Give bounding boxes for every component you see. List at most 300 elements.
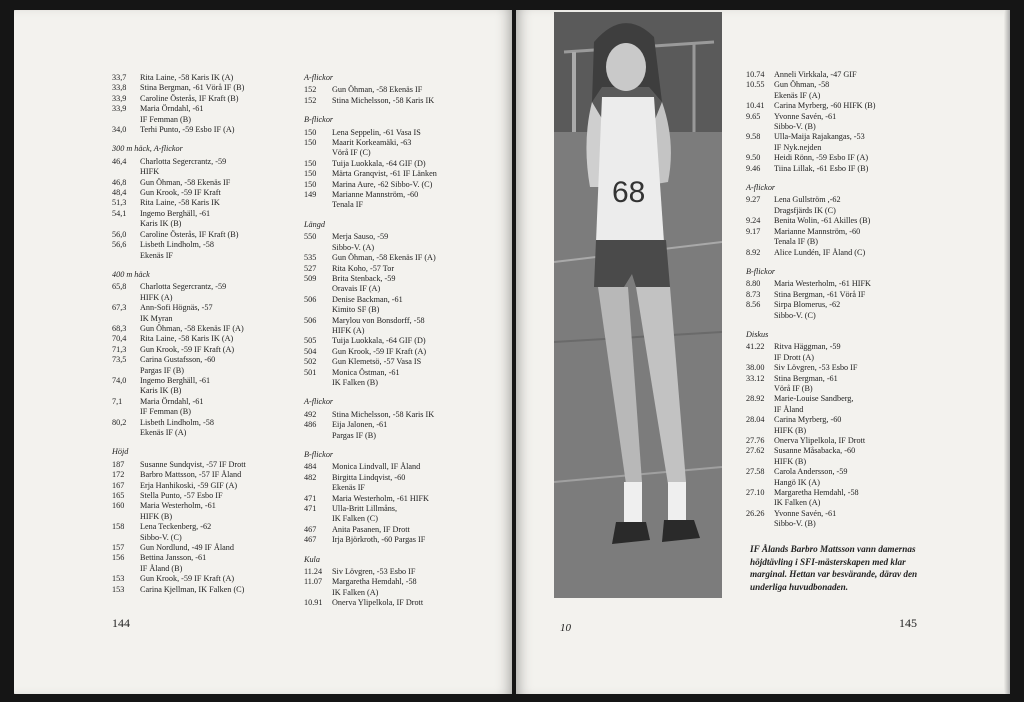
result-value: 9.50 (746, 153, 761, 163)
athlete-name-club: HIFK (B) (774, 425, 807, 435)
athlete-name-club: Charlotta Segercrantz, -59 (140, 282, 227, 292)
result-value: 80,2 (112, 417, 127, 427)
athlete-name-club: Maarit Korkeamäki, -63 (332, 138, 412, 148)
result-value: 11.24 (304, 567, 323, 577)
athlete-name-club: Ekenäs IF (A) (140, 428, 187, 437)
result-value (112, 533, 140, 543)
result-row (112, 553, 302, 563)
result-value (746, 143, 774, 153)
result-row (746, 446, 946, 456)
result-row (746, 467, 946, 477)
result-value (304, 148, 332, 158)
athlete-name-club: Maria Westerholm, -61 (140, 501, 216, 511)
result-value: 10.41 (746, 101, 765, 111)
result-row (112, 188, 302, 198)
result-row (746, 216, 946, 226)
athlete-name-club: Ekenäs IF (332, 483, 365, 493)
athlete-name-club: Sibbo-V. (C) (140, 532, 182, 542)
result-row (112, 460, 302, 470)
photo-page-number: 10 (560, 622, 571, 634)
athlete-name-club: Brita Stenback, -59 (332, 273, 396, 283)
result-value: 492 (304, 409, 317, 419)
result-row (304, 138, 504, 148)
result-row (112, 314, 302, 324)
result-row (112, 167, 302, 177)
result-row (304, 305, 504, 315)
result-row (746, 80, 946, 90)
result-row (112, 282, 302, 292)
athlete-name-club: IK Falken (A) (774, 498, 821, 508)
result-row (112, 501, 302, 511)
result-row (746, 300, 946, 310)
result-value: 33,8 (112, 83, 127, 93)
result-row (304, 514, 504, 524)
section-heading: B-flickor (304, 115, 334, 125)
athlete-name-club: Eija Jalonen, -61 (332, 420, 388, 430)
athlete-name-club: Monica Lindvall, IF Åland (332, 462, 421, 472)
result-row (304, 431, 504, 441)
athlete-name-club: Rita Laine, -58 Karis IK (A) (140, 334, 234, 344)
athlete-name-club: Bettina Jansson, -61 (140, 553, 207, 563)
result-value (112, 314, 140, 324)
result-value: 153 (112, 574, 125, 584)
result-value (112, 219, 140, 229)
result-row (746, 227, 946, 237)
result-row (304, 462, 504, 472)
result-value (304, 284, 332, 294)
result-value: 28.04 (746, 415, 765, 425)
athlete-name-club: Maria Westerholm, -61 HIFK (774, 279, 871, 289)
athlete-name-club: Ulla-Maija Rajakangas, -53 (774, 132, 865, 142)
result-value (746, 519, 774, 529)
result-row (304, 190, 504, 200)
result-row (304, 378, 504, 388)
result-value: 153 (112, 584, 125, 594)
athlete-name-club: Sirpa Blomerus, -62 (774, 300, 841, 310)
right-page (516, 10, 1010, 694)
result-row (746, 101, 946, 111)
result-value: 152 (304, 85, 317, 95)
athlete-name-club: Susanne Måsabacka, -60 (774, 446, 856, 456)
result-row (112, 73, 302, 83)
result-row (746, 394, 946, 404)
result-value: 527 (304, 263, 317, 273)
result-row (112, 397, 302, 407)
result-value: 150 (304, 127, 317, 137)
athlete-name-club: Margaretha Hemdahl, -58 (332, 577, 417, 587)
result-value: 67,3 (112, 303, 127, 313)
athlete-name-club: Merja Sauso, -59 (332, 232, 389, 242)
athlete-name-club: Maria Örndahl, -61 (140, 396, 204, 406)
result-row (112, 334, 302, 344)
result-row (746, 206, 946, 216)
result-row (112, 293, 302, 303)
result-row (304, 347, 504, 357)
result-row (304, 567, 504, 577)
result-row (746, 519, 946, 529)
result-value: 9.65 (746, 111, 761, 121)
result-row (112, 585, 302, 595)
result-row (112, 178, 302, 188)
result-row (746, 153, 946, 163)
result-value: 150 (304, 169, 317, 179)
result-value (746, 457, 774, 467)
athlete-name-club: Anneli Virkkala, -47 GIF (774, 70, 857, 79)
athlete-name-club: Margaretha Hemdahl, -58 (774, 488, 859, 498)
athlete-name-club: Ulla-Britt Lillmåns, (332, 504, 398, 514)
result-value: 467 (304, 535, 317, 545)
athlete-name-club: Caroline Österås, IF Kraft (B) (140, 229, 239, 239)
athlete-name-club: IK Falken (B) (332, 377, 378, 387)
result-row (112, 376, 302, 386)
result-row (304, 96, 504, 106)
result-value: 471 (304, 493, 317, 503)
athlete-name-club: HIFK (B) (140, 511, 173, 521)
result-row (304, 525, 504, 535)
result-value: 9.58 (746, 132, 761, 142)
result-row (304, 253, 504, 263)
result-row (112, 115, 302, 125)
result-row (746, 279, 946, 289)
result-row (746, 426, 946, 436)
result-value: 165 (112, 491, 125, 501)
result-value: 34,0 (112, 125, 127, 135)
result-row (112, 512, 302, 522)
result-value: 70,4 (112, 334, 127, 344)
result-value (112, 251, 140, 261)
athlete-name-club: IK Falken (C) (332, 514, 378, 524)
athlete-name-club: Monica Östman, -61 (332, 367, 400, 377)
athlete-name-club: HIFK (B) (774, 456, 807, 466)
result-row (112, 125, 302, 135)
athlete-name-club: Lisbeth Lindholm, -58 (140, 417, 214, 427)
result-value: 167 (112, 480, 125, 490)
athlete-name-club: IF Femman (B) (140, 114, 191, 124)
result-value: 46,8 (112, 177, 127, 187)
athlete-name-club: IF Drott (A) (774, 352, 815, 362)
results-column-2 (304, 73, 504, 609)
result-row (304, 243, 504, 253)
result-value (304, 305, 332, 315)
result-value: 501 (304, 367, 317, 377)
result-row (112, 418, 302, 428)
result-row (746, 143, 946, 153)
athlete-name-club: Gun Öhman, -58 Ekenäs IF (140, 177, 231, 187)
athlete-name-club: Terhi Punto, -59 Esbo IF (A) (140, 125, 235, 135)
result-value: 56,0 (112, 229, 127, 239)
athlete-name-club: IF Femman (B) (140, 407, 191, 417)
athlete-name-club: Ann-Sofi Högnäs, -57 (140, 303, 213, 313)
result-value: 56,6 (112, 240, 127, 250)
athlete-name-club: Gun Krook, -59 IF Kraft (A) (140, 574, 235, 584)
result-value: 73,5 (112, 355, 127, 365)
result-row (112, 209, 302, 219)
result-value: 157 (112, 543, 125, 553)
result-value (304, 200, 332, 210)
result-row (112, 345, 302, 355)
athlete-name-club: Siv Lövgren, -53 Esbo IF (774, 363, 858, 373)
athlete-name-club: Irja Björkroth, -60 Pargas IF (332, 535, 426, 545)
result-value (112, 366, 140, 376)
athlete-name-club: Pargas IF (B) (140, 365, 184, 375)
section-heading: 400 m häck (112, 269, 150, 279)
result-value: 48,4 (112, 188, 127, 198)
section-heading: B-flickor (746, 266, 776, 276)
result-value: 33,9 (112, 93, 127, 103)
result-row (746, 415, 946, 425)
section-heading: Höjd (112, 447, 129, 457)
result-row (304, 169, 504, 179)
result-value: 504 (304, 346, 317, 356)
result-value (746, 237, 774, 247)
athlete-name-club: Lena Seppelin, -61 Vasa IS (332, 127, 421, 137)
result-value: 502 (304, 357, 317, 367)
athlete-name-club: Carina Myrberg, -60 (774, 415, 842, 425)
athlete-name-club: Erja Hanhikoski, -59 GIF (A) (140, 480, 238, 490)
page-number-left: 144 (112, 616, 130, 630)
result-value: 33,9 (112, 104, 127, 114)
result-row (112, 230, 302, 240)
result-value (112, 564, 140, 574)
result-value: 27.76 (746, 436, 765, 445)
athlete-name-club: Pargas IF (B) (332, 430, 376, 440)
result-value: 152 (304, 95, 317, 105)
athlete-name-club: Gun Krook, -59 IF Kraft (A) (332, 346, 427, 356)
photo-caption: IF Ålands Barbro Mattsson vann damernas höjdtävling i SFI-mästerskapen med klar marginal. Hettan var besvärande, därav den underliga huvudbonaden. (750, 544, 918, 592)
athlete-name-club: Carola Andersson, -59 (774, 467, 848, 477)
result-row (746, 436, 946, 446)
result-value (746, 426, 774, 436)
result-value: 33,7 (112, 73, 127, 82)
bib-number-text: 68 (612, 176, 646, 209)
athlete-name-club: Gun Krook, -59 IF Kraft (A) (140, 344, 235, 354)
result-value: 28.92 (746, 394, 765, 404)
result-row (304, 316, 504, 326)
athlete-name-club: Karis IK (B) (140, 219, 182, 229)
result-value: 150 (304, 138, 317, 148)
athlete-name-club: Tuija Luokkala, -64 GIF (D) (332, 158, 426, 168)
left-page (14, 10, 512, 694)
result-row (746, 248, 946, 258)
athlete-name-club: Tiina Lillak, -61 Esbo IF (B) (774, 163, 869, 173)
results-column-3 (746, 70, 946, 530)
result-value: 74,0 (112, 375, 127, 385)
section-heading: Längd (304, 219, 325, 229)
athlete-name-club: Gun Öhman, -58 (774, 80, 830, 90)
athlete-name-club: Vörå IF (C) (332, 148, 371, 158)
result-row (304, 410, 504, 420)
result-row (304, 588, 504, 598)
result-value (304, 326, 332, 336)
result-value: 68,3 (112, 323, 127, 333)
athlete-name-club: Yvonne Savén, -61 (774, 111, 837, 121)
result-row (304, 264, 504, 274)
athlete-name-club: Heidi Rönn, -59 Esbo IF (A) (774, 153, 869, 163)
result-row (304, 85, 504, 95)
result-row (304, 232, 504, 242)
result-row (112, 481, 302, 491)
athlete-name-club: Tenala IF (332, 200, 364, 210)
result-row (746, 498, 946, 508)
result-row (746, 195, 946, 205)
result-row (746, 70, 946, 80)
athlete-name-club: HIFK (A) (332, 325, 365, 335)
result-row (304, 483, 504, 493)
result-value: 51,3 (112, 198, 127, 208)
result-row (112, 198, 302, 208)
athlete-name-club: Ritva Häggman, -59 (774, 342, 841, 352)
result-row (746, 164, 946, 174)
result-value (746, 206, 774, 216)
athlete-name-club: Stina Bergman, -61 (774, 373, 838, 383)
athlete-name-club: Gun Öhman, -58 Ekenäs IF (332, 85, 423, 95)
athlete-name-club: Kimito SF (B) (332, 305, 380, 315)
athlete-name-club: Barbro Mattsson, -57 IF Åland (140, 470, 242, 480)
section-heading: Kula (304, 554, 320, 564)
athlete-illustration (554, 12, 722, 598)
athlete-name-club: Siv Lövgren, -53 Esbo IF (332, 567, 416, 577)
athlete-name-club: Dragsfjärds IK (C) (774, 205, 836, 215)
athlete-name-club: Yvonne Savén, -61 (774, 508, 837, 518)
result-value: 38.00 (746, 363, 765, 373)
result-row (746, 112, 946, 122)
athlete-name-club: Marianne Mannström, -60 (332, 190, 419, 200)
athlete-name-club: Sibbo-V. (B) (774, 519, 816, 529)
athlete-name-club: Marina Aure, -62 Sibbo-V. (C) (332, 179, 433, 189)
result-row (112, 104, 302, 114)
athlete-name-club: Marianne Mannström, -60 (774, 226, 861, 236)
athlete-name-club: HIFK (A) (140, 292, 173, 302)
result-value: 484 (304, 462, 317, 472)
result-row (304, 494, 504, 504)
result-value: 482 (304, 472, 317, 482)
athlete-name-club: Karis IK (B) (140, 386, 182, 396)
athlete-name-club: Tenala IF (B) (774, 237, 818, 247)
result-row (304, 295, 504, 305)
result-row (746, 91, 946, 101)
result-row (304, 180, 504, 190)
athlete-name-club: Carina Gustafsson, -60 (140, 355, 216, 365)
athlete-name-club: Caroline Österås, IF Kraft (B) (140, 93, 239, 103)
athlete-name-club: Carina Kjellman, IK Falken (C) (140, 584, 245, 594)
result-value: 10.74 (746, 70, 765, 79)
result-row (304, 598, 504, 608)
athlete-name-club: Marie-Louise Sandberg, (774, 394, 854, 404)
result-row (746, 384, 946, 394)
athlete-name-club: Rita Koho, -57 Tor (332, 263, 395, 273)
result-value: 65,8 (112, 282, 127, 292)
result-value: 9.24 (746, 216, 761, 226)
result-value (112, 428, 140, 438)
result-value: 8.92 (746, 247, 761, 257)
result-value: 486 (304, 420, 317, 430)
result-value: 27.10 (746, 488, 765, 498)
result-value (112, 167, 140, 177)
result-value: 26.26 (746, 508, 765, 518)
result-value: 160 (112, 501, 125, 511)
athlete-name-club: Stina Bergman, -61 Vörå IF (774, 289, 866, 299)
result-value (746, 478, 774, 488)
result-row (112, 324, 302, 334)
page-number-right: 145 (899, 616, 917, 630)
result-row (304, 368, 504, 378)
athlete-name-club: Anita Pasanen, IF Drott (332, 524, 410, 534)
athlete-name-club: Sibbo-V. (A) (332, 242, 375, 252)
athlete-photo (554, 12, 722, 598)
result-value: 156 (112, 553, 125, 563)
result-row (746, 374, 946, 384)
athlete-name-club: Charlotta Segercrantz, -59 (140, 156, 227, 166)
result-row (746, 405, 946, 415)
result-value: 8.56 (746, 300, 761, 310)
athlete-name-club: Maria Örndahl, -61 (140, 104, 204, 114)
section-heading: 300 m häck, A-flickor (112, 144, 183, 154)
result-value (746, 122, 774, 132)
result-row (304, 274, 504, 284)
athlete-name-club: Stella Punto, -57 Esbo IF (140, 491, 223, 501)
result-value (304, 514, 332, 524)
result-row (112, 94, 302, 104)
athlete-name-club: Rita Laine, -58 Karis IK (A) (140, 73, 234, 82)
result-row (112, 355, 302, 365)
result-row (746, 509, 946, 519)
result-value (112, 407, 140, 417)
result-row (746, 478, 946, 488)
athlete-name-club: Lena Gullström ,-62 (774, 195, 841, 205)
result-value (746, 384, 774, 394)
result-value (304, 378, 332, 388)
result-value: 8.73 (746, 289, 761, 299)
result-value (746, 498, 774, 508)
athlete-name-club: Tuija Luokkala, -64 GIF (D) (332, 336, 426, 346)
result-row (746, 488, 946, 498)
section-heading: A-flickor (304, 73, 334, 82)
athlete-name-club: Märta Granqvist, -61 IF Länken (332, 169, 437, 179)
result-row (112, 543, 302, 553)
athlete-name-club: Carina Myrberg, -60 HIFK (B) (774, 101, 876, 111)
result-row (304, 159, 504, 169)
results-column-1 (112, 73, 302, 595)
athlete-name-club: Vörå IF (B) (774, 383, 813, 393)
result-value (304, 243, 332, 253)
result-value: 550 (304, 232, 317, 242)
result-row (304, 128, 504, 138)
result-row (746, 363, 946, 373)
athlete-name-club: Ingemo Berghäll, -61 (140, 208, 211, 218)
result-row (746, 311, 946, 321)
result-value: 54,1 (112, 208, 127, 218)
result-row (304, 284, 504, 294)
result-row (746, 237, 946, 247)
result-value (746, 353, 774, 363)
result-row (304, 504, 504, 514)
result-row (112, 240, 302, 250)
athlete-name-club: IF Åland (774, 404, 804, 414)
athlete-name-club: HIFK (140, 167, 160, 177)
result-row (112, 533, 302, 543)
result-value: 149 (304, 190, 317, 200)
result-value: 7,1 (112, 396, 123, 406)
result-value: 9.46 (746, 163, 761, 173)
athlete-name-club: IK Myran (140, 313, 173, 323)
result-row (112, 564, 302, 574)
result-row (304, 357, 504, 367)
athlete-name-club: Gun Nordlund, -49 IF Åland (140, 543, 234, 553)
athlete-name-club: Onerva Ylipelkola, IF Drott (774, 436, 866, 445)
result-value (746, 311, 774, 321)
athlete-name-club: Stina Michelsson, -58 Karis IK (332, 95, 435, 105)
result-row (112, 386, 302, 396)
